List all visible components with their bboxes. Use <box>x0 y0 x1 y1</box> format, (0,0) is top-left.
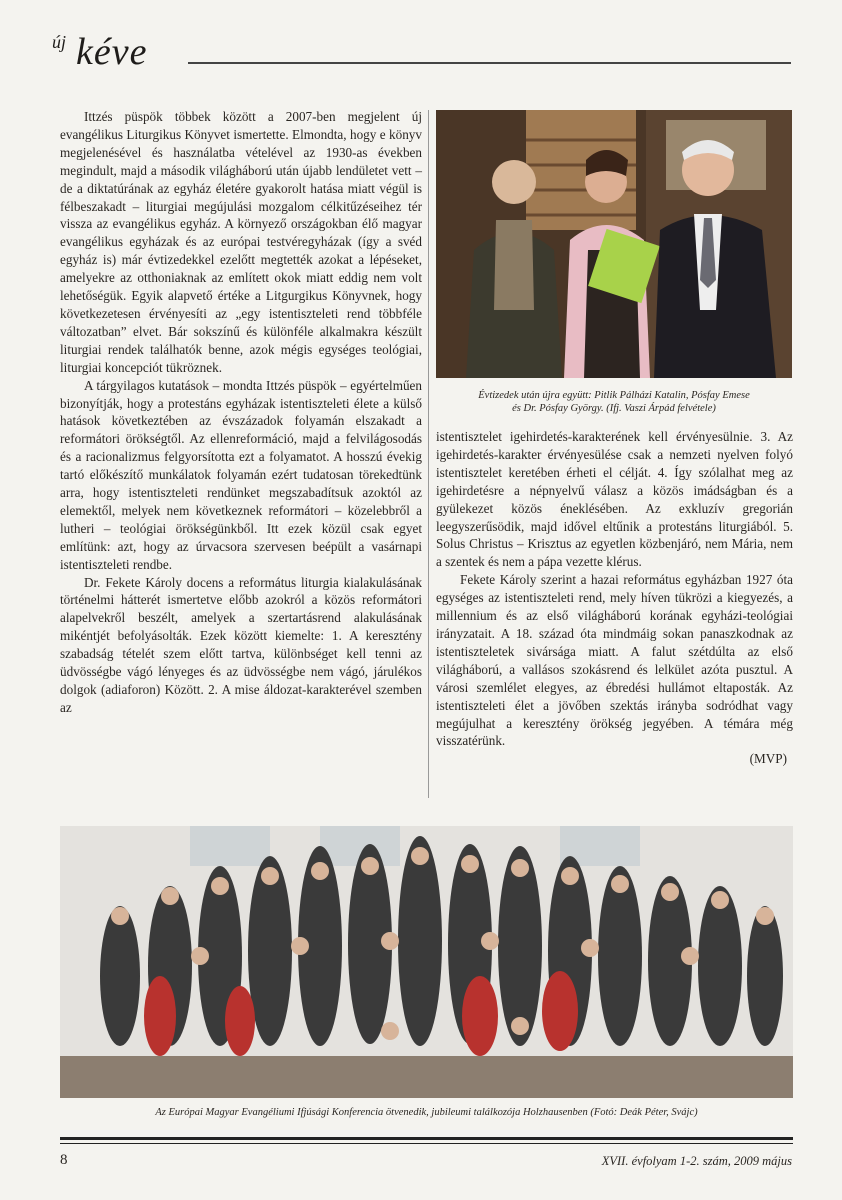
group-photo-caption: Az Európai Magyar Evangéliumi Ifjúsági Konferencia ötvenedik, jubileumi találkozója Holzhausenben (Fotó: Deák Péter, Svájc) <box>155 1107 698 1118</box>
column-divider <box>428 110 429 798</box>
portrait-photo-illustration <box>436 110 792 378</box>
masthead-prefix: új <box>52 32 67 52</box>
author-signature: (MVP) <box>749 751 787 767</box>
page-number: 8 <box>60 1152 68 1168</box>
paragraph: A tárgyilagos kutatások – mondta Ittzés püspök – egyértelműen bizonyítják, hogy a protestáns egyházak istentiszteleti élete a külső hatások következtében az évszázadok folyamán elszakadt a reformátori örökségtől. Az ellenreformáció, majd a felvilágosodás és a racionalizmus felgyorsította ezt a folyamatot. A hosszú évekig tartó előkészítő munkálatok folyamán ezért tudatosan törekedtünk arra, hogy istentiszteleti rendünket megszabadítsuk azoktól az elemektől, melyek nem következnek reformátori – közelebbről a lutheri – teológiai örökségünkből. Itt ezek közül csak egyet említünk: azt, hogy az úrvacsora szervesen beépült a vasárnapi istentiszteleti rendbe. <box>60 377 422 572</box>
left-text-column <box>60 108 422 717</box>
footer-rule-thin <box>60 1143 793 1144</box>
paragraph: istentisztelet igehirdetés-karakterének kell érvényesülnie. 3. Az igehirdetés-karakter érvényesülése csak a nemzeti nyelven folyó istentisztelet keretében érheti el célját. 4. Így szólalhat meg az igehirdetésre a népnyelvű válasz a közös imádságban és a gyülekezet közös éneklésében. Az exkluzív gregorián leegyszerűsödik, majd idővel eltűnik a protestáns liturgiából. 5. Solus Christus – Krisztus az egyetlen közbenjáró, nem Mária, nem a szentek és nem a pápa vezette klérus. <box>436 429 793 570</box>
right-text-column <box>436 428 793 768</box>
portrait-photo <box>436 110 792 378</box>
group-photo-illustration <box>60 826 793 1098</box>
footer-rule <box>60 1137 793 1140</box>
issue-info: XVII. évfolyam 1-2. szám, 2009 május <box>601 1154 792 1168</box>
caption-line: Évtizedek után újra együtt: Pitlik Pálházi Katalin, Pósfay Emese <box>478 390 750 401</box>
masthead-title: kéve <box>76 31 148 73</box>
portrait-photo-caption <box>436 389 792 415</box>
paragraph: Dr. Fekete Károly docens a református liturgia kialakulásának történelmi hátterét ismertetve előbb azokról a közös reformátori alapelvekről beszélt, amelyek a szertartásrend alakulásának mikéntjét befolyásolták. Ezek között kiemelte: 1. A keresztény szabadság tételét szem előtt tartva, különbséget kell tenni az üdvösségbe vágó lényeges és az üdvösségbe nem vágó, járulékos dolgok (adiaforon) Között. 2. A mise áldozat-karakterével szemben az <box>60 574 422 715</box>
masthead-rule <box>188 62 791 64</box>
paragraph: Fekete Károly szerint a hazai református egyházban 1927 óta egységes az istentiszteleti rend, mely híven tükrözi a kiegyezés, a millennium és az első világháború korának egyházi-teológiai irányzatait. A 18. század óta mindmáig sokan panaszkodnak az istentiszteletek sivársága miatt. A falut szétdúlta az első világháború, a vallásos szokásrend és lelkület azóta pusztul. A városi szemlélet elegyes, az ébredési hullámot eltaposták. Az istentiszteleti élet a jövőben szektás irányba sodródhat vagy megújulhat a keresztény örökség jegyében. A témára még visszatérünk. <box>436 572 793 749</box>
paragraph: Ittzés püspök többek között a 2007-ben megjelent új evangélikus Liturgikus Könyvet ismertette. Elmondta, hogy e könyv megjelenésével és használatba vételével az 1930-as években megindult, majd a második világháború után újabb lendületet vett – de a diktatúrának az egyház életére gyakorolt hatása miatt végül is félbeszakadt – liturgiai megújulási mozgalom célkitűzéseihez tér vissza az evangélikus egyház. A környező országokban élő magyar evangélikus egyházak és az európai testvéregyházak (így a svéd egyház is) már évtizedekkel ezelőtt megtették azokat a lépéseket, amelyekre az otthoniaknak az említett okok miatt eddig nem volt lehetőségük. Egyik alapvető értéke a Litgurgikus Könyvnek, hogy következetesen érvényesíti az „egy istentiszteleti rend többféle változatban” elvet. Bár sokszínű és különféle alkalmakra készült liturgiai rendek találhatók benne, azok mégis egységes teológiai, liturgiai koncepciót tükröznek. <box>60 109 422 375</box>
group-photo <box>60 826 793 1098</box>
caption-line: és Dr. Pósfay György. (Ifj. Vaszi Árpád felvétele) <box>512 403 716 414</box>
